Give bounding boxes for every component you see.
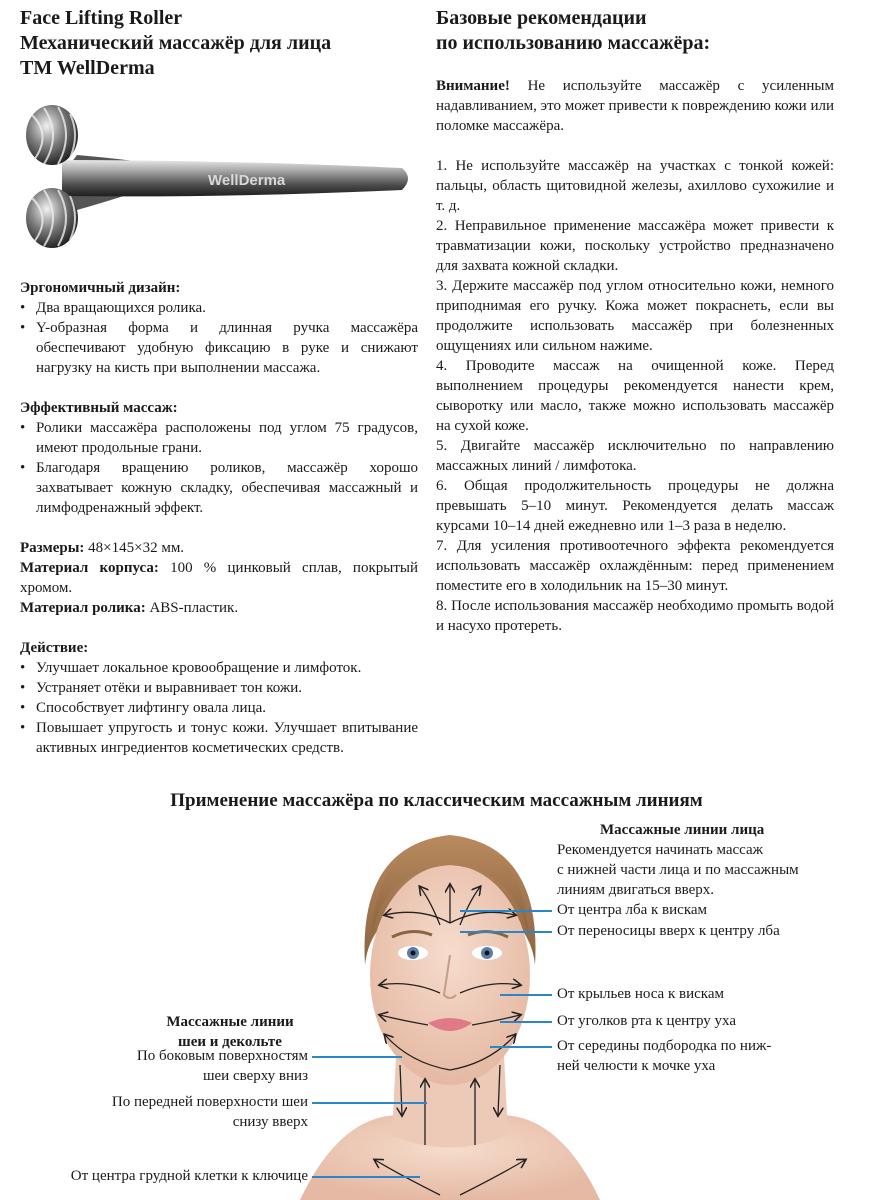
leader-line [460, 910, 552, 912]
face-lines-intro-line: Рекомендуется начинать массаж [557, 842, 764, 858]
leader-line [500, 1021, 552, 1023]
roller-engraving: WellDerma [208, 172, 286, 189]
recommendations-body [436, 76, 834, 636]
face-roller-image [22, 100, 417, 260]
spec-roller-material: Материал ролика: ABS-пластик. [20, 600, 239, 616]
face-lines-heading: Массажные линии лица [600, 822, 765, 838]
recommendations-title-line: по использованию массажёра: [436, 32, 711, 54]
warning-paragraph: Внимание! Не используйте массажёр с усиленным надавливанием, это может привести к повреждению кожи или поломке массажёра. [436, 78, 834, 134]
list-item: • Улучшает локальное кровообращение и лимфоток. [20, 658, 418, 678]
action-heading: Действие: [20, 640, 89, 656]
list-item: • Благодаря вращению роликов, массажёр хорошо захватывает кожную складку, обеспечивая массажный и лимфодренажный эффект. [20, 458, 418, 518]
face-line-label: От середины подбородка по ниж- ней челюсти к мочке уха [557, 1038, 772, 1074]
recommendation-item: 3. Держите массажёр под углом относительно кожи, немного приподнимая его ручку. Кожа может покраснеть, если вы продолжите использовать массажёр при болезненных ощущениях или сильном нажиме. [436, 278, 834, 354]
recommendation-item: 1. Не используйте массажёр на участках с тонкой кожей: пальцы, область щитовидной железы, ахиллово сухожилие и т. д. [436, 158, 834, 214]
face-lines-intro-line: с нижней части лица и по массажным [557, 862, 799, 878]
face-lines-intro [557, 840, 799, 900]
recommendation-item: 7. Для усиления противоотечного эффекта рекомендуется использовать массажёр охлаждённым: перед применением поместите его в холодильник на 15–30 минут. [436, 538, 834, 594]
recommendation-item: 6. Общая продолжительность процедуры не должна превышать 5–10 минут. Рекомендуется делать массаж курсами 10–14 дней ежедневно или 1–3 раза в неделю. [436, 478, 834, 534]
list-item: • Способствует лифтингу овала лица. [20, 698, 418, 718]
recommendation-item: 8. После использования массажёр необходимо промыть водой и насухо протереть. [436, 598, 834, 634]
lower-roller [26, 188, 78, 248]
list-item: • Y-образная форма и длинная ручка массажёра обеспечивают удобную фиксацию в руке и снижают нагрузку на кисть при выполнении массажа. [20, 318, 418, 378]
product-title-line: TM WellDerma [20, 57, 155, 79]
neck-line-label: По передней поверхности шеи снизу вверх [111, 1094, 308, 1130]
leader-line [500, 994, 552, 996]
list-item: • Устраняет отёки и выравнивает тон кожи. [20, 678, 418, 698]
face-line-label: От переносицы вверх к центру лба [557, 923, 780, 939]
spec-body-material: Материал корпуса: 100 % цинковый сплав, покрытый хромом. [20, 560, 418, 596]
diagram-title: Применение массажёра по классическим массажным линиям [170, 790, 703, 811]
leader-line [460, 931, 552, 933]
leader-line [490, 1046, 552, 1048]
face-line-label: От крыльев носа к вискам [557, 986, 724, 1002]
recommendation-item: 2. Неправильное применение массажёра может привести к травматизации кожи, поскольку устройство предназначено для захвата кожной складки. [436, 218, 834, 274]
leader-line [312, 1056, 402, 1058]
leader-line [312, 1176, 420, 1178]
product-title [20, 6, 430, 81]
product-title-line: Механический массажёр для лица [20, 32, 332, 54]
list-item: • Повышает упругость и тонус кожи. Улучшает впитывание активных ингредиентов косметических средств. [20, 718, 418, 758]
recommendations-title-line: Базовые рекомендации [436, 7, 647, 29]
product-title-line: Face Lifting Roller [20, 7, 183, 29]
neck-line-label: От центра грудной клетки к ключице [70, 1168, 308, 1184]
face-line-label: От центра лба к вискам [557, 902, 708, 918]
massage-heading: Эффективный массаж: [20, 400, 178, 416]
recommendation-item: 5. Двигайте массажёр исключительно по направлению массажных линий / лимфотока. [436, 438, 834, 474]
face-line-label: От уголков рта к центру уха [557, 1013, 737, 1029]
recommendation-item: 4. Проводите массаж на очищенной коже. Перед выполнением процедуры рекомендуется нанести крем, сыворотку или масло, также можно использовать массажёр на сухой коже. [436, 358, 834, 434]
spec-size: Размеры: 48×145×32 мм. [20, 540, 185, 556]
neck-line-label: По боковым поверхностям шеи сверху вниз [136, 1048, 308, 1084]
product-description [20, 278, 418, 758]
recommendations-title [436, 6, 846, 56]
list-item: • Ролики массажёра расположены под углом 75 градусов, имеют продольные грани. [20, 418, 418, 458]
face-lines-intro-line: линиям двигаться вверх. [557, 882, 715, 898]
design-heading: Эргономичный дизайн: [20, 280, 181, 296]
neck-lines-heading: Массажные линии шеи и декольте [166, 1014, 294, 1050]
list-item: • Два вращающихся ролика. [20, 298, 418, 318]
leader-line [312, 1102, 427, 1104]
upper-roller [26, 105, 78, 165]
